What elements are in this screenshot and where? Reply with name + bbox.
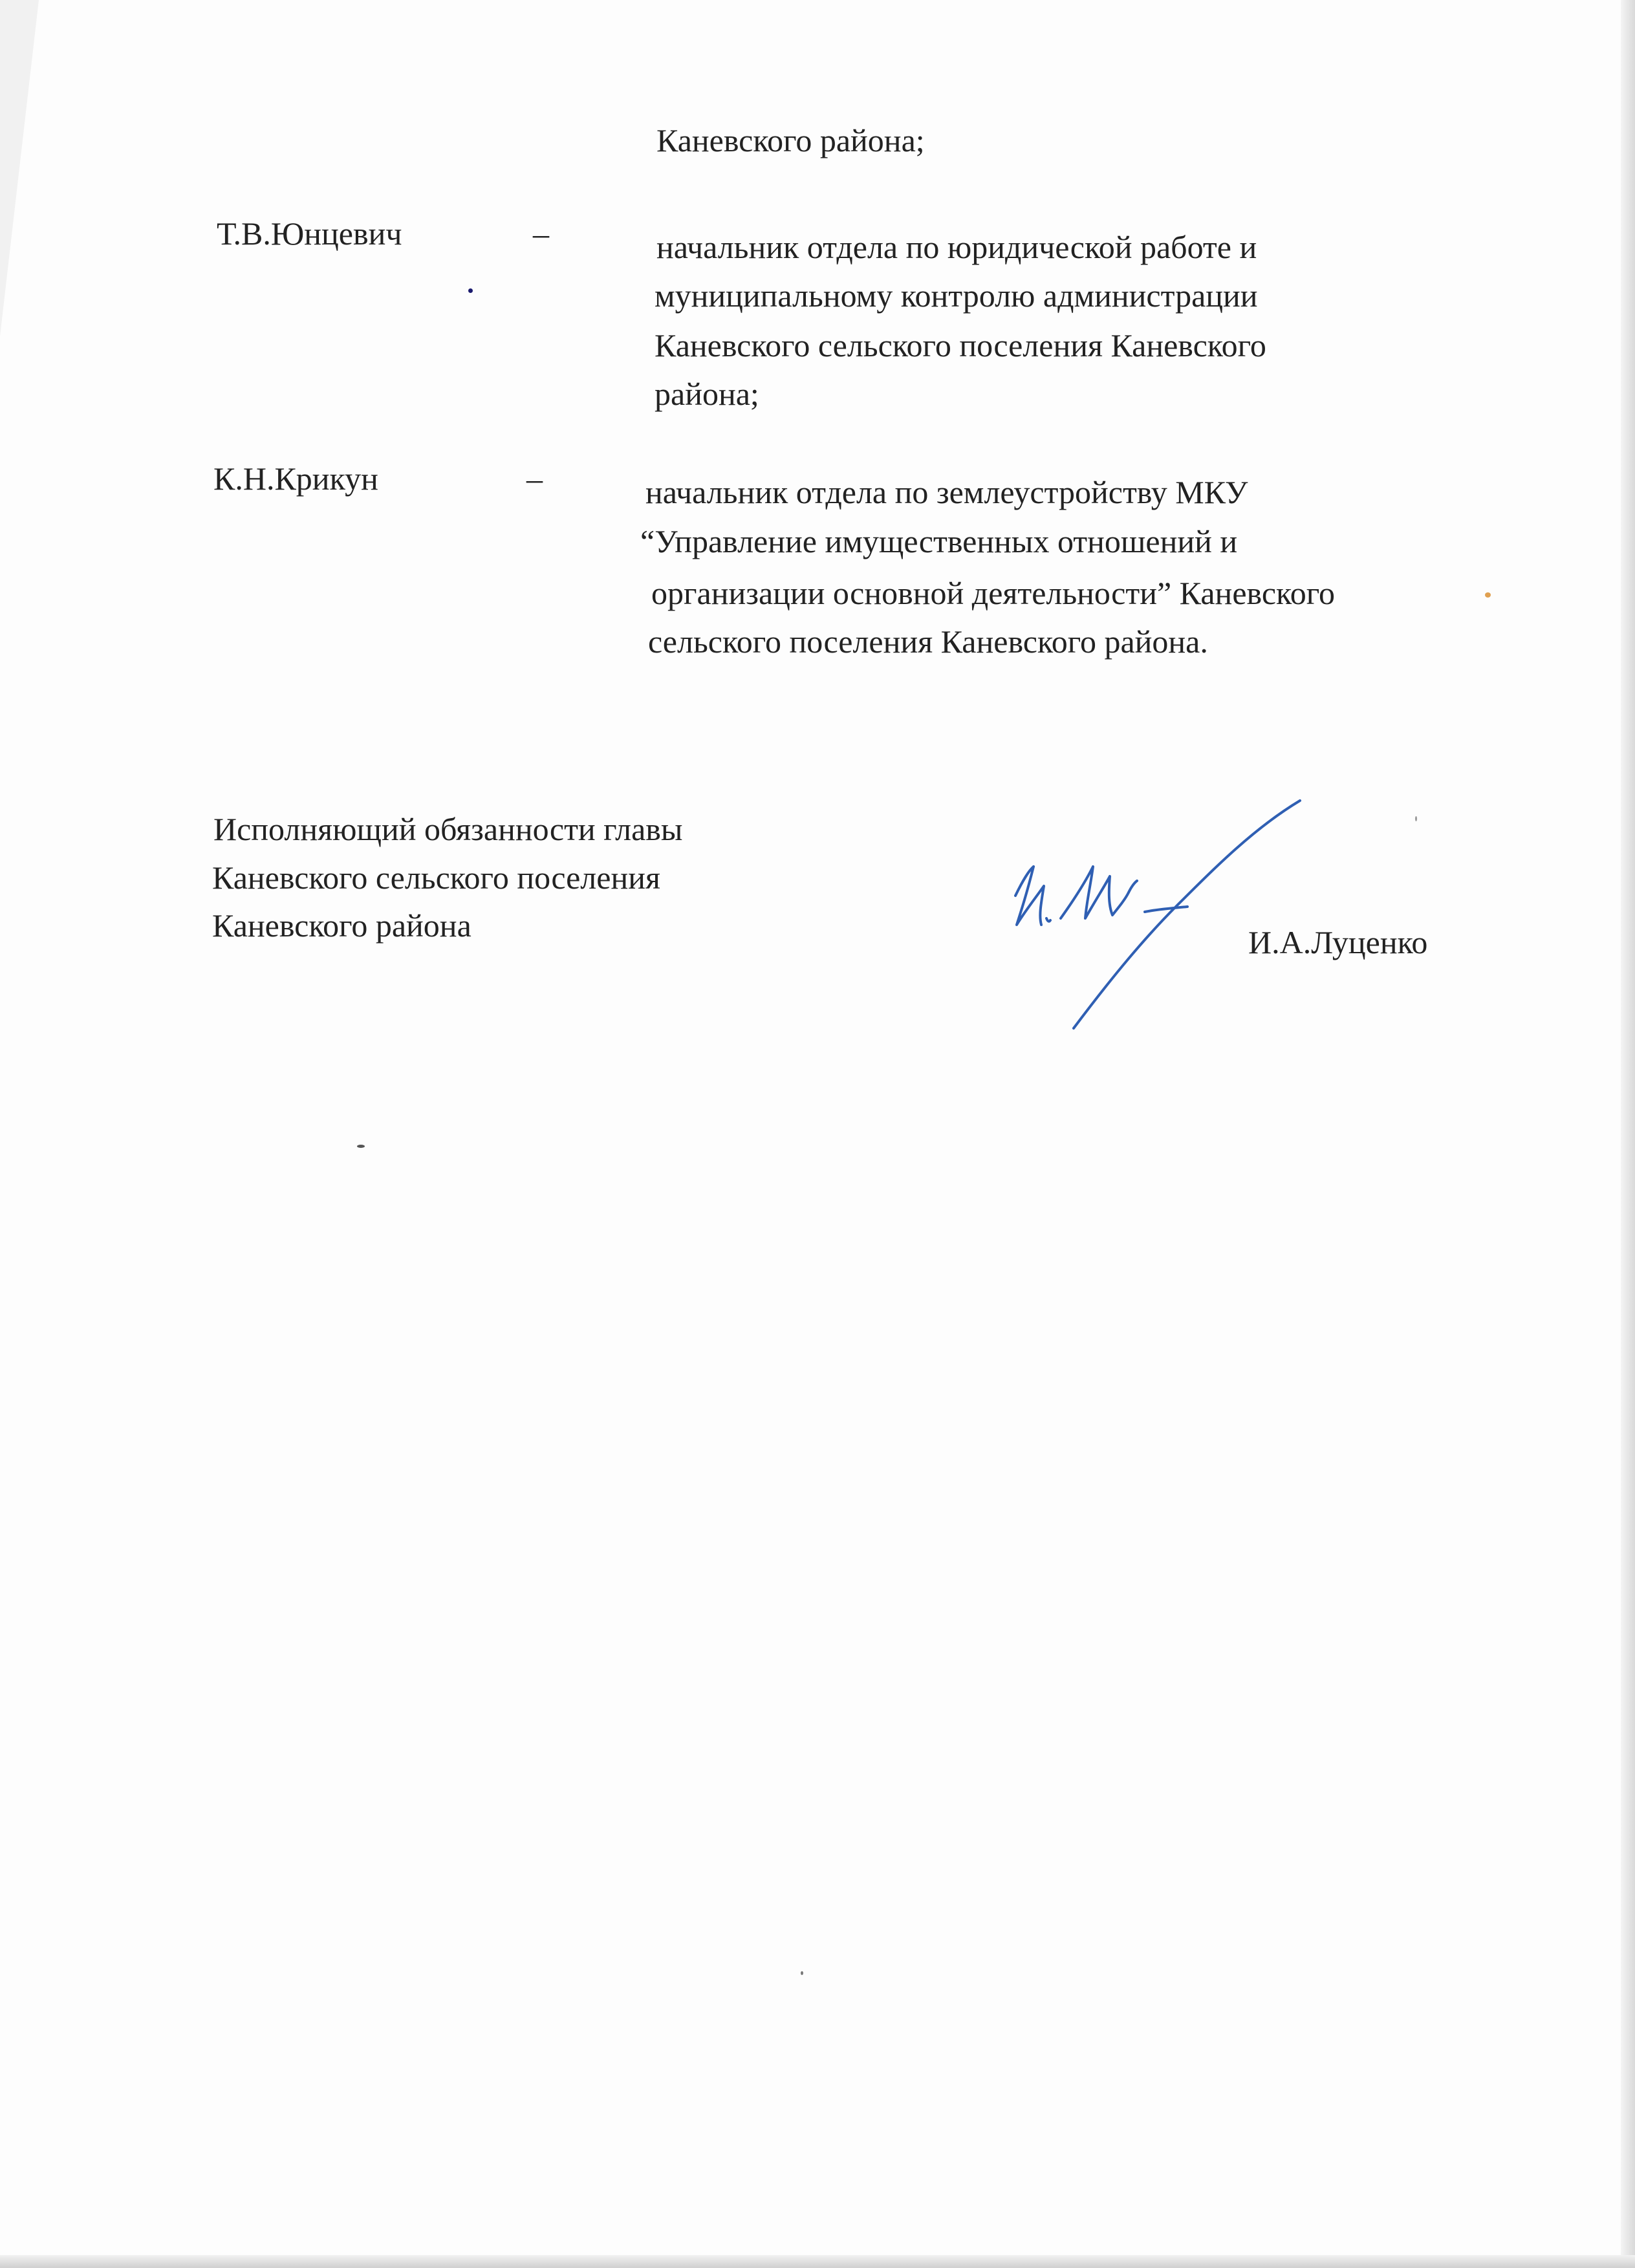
- member-1-name: Т.В.Юнцевич: [217, 215, 402, 252]
- member-2-description-line-4: сельского поселения Каневского района.: [648, 623, 1208, 660]
- ink-speck: [1485, 592, 1491, 598]
- member-1-description-line-4: района;: [655, 376, 759, 412]
- signer-name: И.А.Луценко: [1248, 924, 1428, 960]
- ink-speck: [468, 288, 473, 293]
- signatory-position-line-3: Каневского района: [212, 907, 471, 944]
- member-1-dash: –: [533, 215, 549, 252]
- scan-edge-bottom: [0, 2255, 1635, 2268]
- scan-shadow-corner: [0, 0, 39, 336]
- handwritten-signature: [996, 789, 1332, 1041]
- member-2-description-line-1: начальник отдела по землеустройству МКУ: [645, 474, 1248, 510]
- ink-speck: [357, 1145, 365, 1148]
- member-2-name: К.Н.Крикун: [213, 460, 378, 497]
- member-1-description-line-2: муниципальному контролю администрации: [655, 277, 1258, 314]
- signatory-position-line-1: Исполняющий обязанности главы: [213, 811, 683, 847]
- member-2-dash: –: [526, 460, 543, 497]
- ink-speck: [1415, 816, 1417, 821]
- member-0-description-line-1: Каневского района;: [656, 122, 925, 158]
- member-1-description-line-1: начальник отдела по юридической работе и: [656, 229, 1257, 265]
- member-2-description-line-3: организации основной деятельности” Каневского: [651, 575, 1336, 611]
- ink-speck: [801, 1971, 803, 1975]
- member-2-description-line-2: “Управление имущественных отношений и: [640, 523, 1238, 559]
- signatory-position-line-2: Каневского сельского поселения: [212, 859, 660, 896]
- member-1-description-line-3: Каневского сельского поселения Каневского: [655, 327, 1266, 363]
- scan-edge-right: [1621, 0, 1635, 2268]
